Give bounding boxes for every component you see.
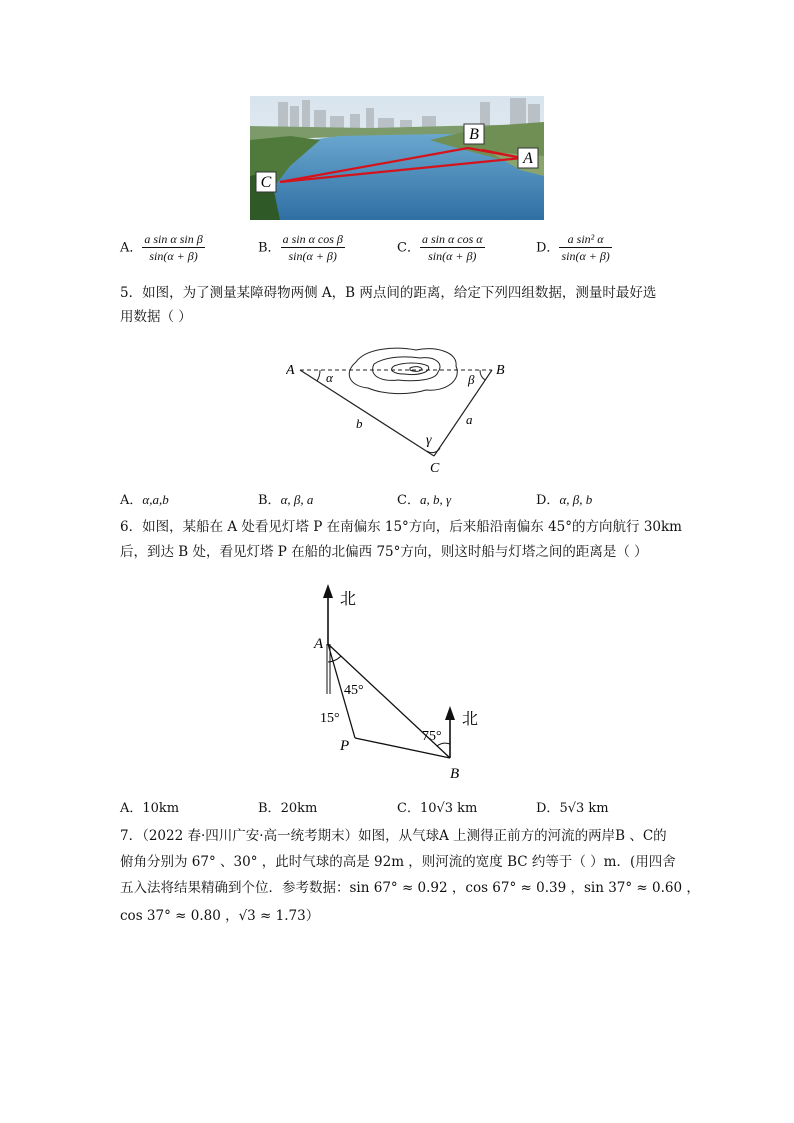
q5-option-b-key: B． [258, 493, 281, 508]
q6-option-d-key: D． [536, 801, 560, 816]
q4-option-a[interactable] [120, 231, 205, 265]
q6-angle-15: 15° [320, 711, 340, 726]
q5-option-d-key: D． [536, 493, 560, 508]
q6-angle-45: 45° [344, 683, 364, 698]
q5-figure-svg [286, 344, 512, 478]
q4-option-d-den: sin(α + β) [561, 249, 610, 263]
q4-option-d-key: D． [536, 240, 560, 256]
q5-label-b-side: b [356, 416, 363, 431]
q4-option-c-key: C． [397, 240, 420, 256]
q5-option-a-key: A． [120, 493, 143, 508]
q4-option-a-key: A． [120, 240, 143, 256]
q6-option-c-text: 10√3 km [419, 801, 478, 816]
q5-label-gamma: γ [426, 433, 432, 448]
q4-option-b-key: B． [258, 240, 281, 256]
q6-figure [310, 582, 486, 782]
q6-option-b[interactable] [258, 797, 317, 816]
river-photo-svg [250, 96, 544, 220]
q6-option-a[interactable] [120, 797, 179, 816]
q4-option-c-num: a sin α cos α [421, 232, 483, 246]
q7-text-line3: 五入法将结果精确到个位．参考数据：sin 67° ≈ 0.92 ，cos 67° ≈ 0.39 ，sin 37° ≈ 0.60 ， [120, 880, 700, 896]
q5-option-c-key: C． [397, 493, 420, 508]
q5-option-c-text: a, b, γ [419, 492, 452, 507]
q5-figure [286, 344, 512, 478]
q7-text-line2: 俯角分别为 67° 、30° ，此时气球的高是 92m ，则河流的宽度 BC 约等于（ ）m．(用四舍 [120, 854, 676, 870]
q5-option-d-text: α, β, b [559, 492, 593, 507]
obstacle-contours [349, 348, 457, 393]
q5-text-line2: 用数据（ ） [120, 309, 192, 325]
q5-option-b-text: α, β, a [280, 492, 314, 507]
q6-option-d-text: 5√3 km [559, 801, 609, 816]
q6-option-d[interactable] [536, 797, 609, 816]
q4-option-c-den: sin(α + β) [428, 249, 477, 263]
q6-option-a-text: 10km [142, 801, 180, 816]
q5-option-c[interactable] [397, 489, 451, 508]
q6-label-a: A [314, 636, 324, 652]
photo-label-c: C [260, 174, 272, 191]
photo-label-a: A [523, 150, 533, 167]
q6-option-c-key: C． [397, 801, 420, 816]
q4-option-b[interactable] [258, 231, 345, 265]
q6-figure-svg [310, 582, 486, 782]
q5-label-b-point: B [496, 363, 505, 378]
q6-option-c[interactable] [397, 797, 477, 816]
q5-label-a-point: A [286, 363, 295, 378]
q5-label-c-point: C [430, 461, 440, 476]
q6-north-label-1: 北 [340, 591, 357, 608]
q6-label-b: B [450, 766, 460, 782]
q6-option-b-key: B． [258, 801, 281, 816]
q4-option-b-den: sin(α + β) [288, 249, 337, 263]
q6-north-label-2: 北 [462, 711, 479, 728]
q5-label-alpha: α [326, 370, 333, 385]
photo-label-b: B [469, 126, 479, 143]
north-arrowhead-a [323, 584, 333, 598]
q4-option-a-num: a sin α sin β [144, 232, 203, 246]
q6-angle-75: 75° [422, 729, 442, 744]
q5-label-beta: β [468, 372, 475, 387]
q6-option-b-text: 20km [280, 801, 318, 816]
q7-text-line4: cos 37° ≈ 0.80 ，√3 ≈ 1.73） [120, 908, 320, 924]
river-photo [250, 96, 544, 220]
q4-option-d-num: a sin² α [559, 231, 611, 248]
q5-label-a-side: a [466, 412, 473, 427]
gamma-arc [427, 448, 440, 453]
q4-option-a-den: sin(α + β) [149, 249, 198, 263]
q6-option-a-key: A． [120, 801, 143, 816]
segment-ac [300, 370, 434, 456]
q4-option-b-num: a sin α cos β [282, 232, 343, 246]
q5-option-a-text: α,a,b [142, 492, 169, 507]
q7-text-line1: 7．（2022 春·四川广安·高一统考期末）如图，从气球A 上测得正前方的河流的两岸B 、C的 [120, 828, 667, 844]
q6-text-line1: 6．如图，某船在 A 处看见灯塔 P 在南偏东 15°方向，后来船沿南偏东 45°的方向航行 30km [120, 519, 682, 535]
beta-arc [480, 370, 485, 380]
q5-option-a[interactable] [120, 489, 169, 508]
alpha-arc [317, 370, 320, 381]
segment-bc [434, 370, 492, 456]
q5-text-line1: 5．如图，为了测量某障碍物两侧 A，B 两点间的距离，给定下列四组数据，测量时最好选 [120, 285, 657, 301]
arc-45 [333, 656, 341, 661]
q5-option-b[interactable] [258, 489, 313, 508]
q6-text-line2: 后，到达 B 处，看见灯塔 P 在船的北偏西 75°方向，则这时船与灯塔之间的距离是（ ） [120, 544, 648, 560]
q4-option-c[interactable] [397, 231, 485, 265]
q6-label-p: P [340, 738, 350, 754]
q5-option-d[interactable] [536, 489, 592, 508]
north-arrowhead-b [445, 706, 455, 720]
q4-option-d[interactable] [536, 231, 612, 265]
